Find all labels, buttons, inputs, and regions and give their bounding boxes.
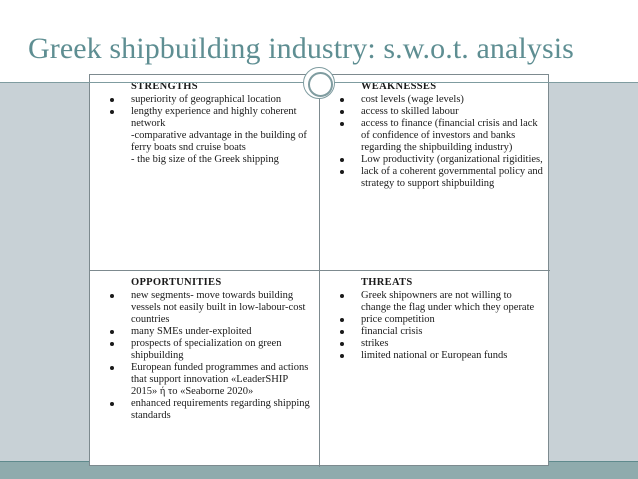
list-item-text: lengthy experience and highly coherent network (131, 106, 297, 129)
list-item-text: enhanced requirements regarding shipping standards (131, 398, 310, 421)
threats-quadrant (320, 271, 550, 467)
weaknesses-quadrant (320, 75, 550, 271)
list-item (96, 94, 313, 106)
bullet-icon (110, 402, 114, 406)
list-item (96, 338, 313, 362)
swot-table (89, 74, 549, 466)
opportunities-quadrant (90, 271, 320, 467)
bullet-icon (110, 342, 114, 346)
list-item (96, 398, 313, 422)
list-item (96, 362, 313, 398)
strengths-heading: STRENGTHS (131, 81, 198, 92)
list-item-text: many SMEs under-exploited (131, 326, 252, 337)
bullet-icon (340, 354, 344, 358)
bullet-icon (340, 98, 344, 102)
list-item-text: price competition (361, 314, 435, 325)
list-item (326, 166, 544, 190)
weaknesses-heading: WEAKNESSES (361, 81, 437, 92)
opportunities-list (96, 290, 313, 422)
list-item-text: Low productivity (organizational rigidities, (361, 154, 543, 165)
list-item (326, 94, 544, 106)
bullet-icon (110, 366, 114, 370)
list-item (96, 130, 313, 154)
list-item-text: prospects of specialization on green shipbuilding (131, 338, 282, 361)
bullet-icon (340, 318, 344, 322)
list-item-text: European funded programmes and actions that support innovation «LeaderSHIP 2015» ή το «Seaborne 2020» (131, 362, 309, 397)
bullet-icon (110, 330, 114, 334)
list-item-text: access to finance (financial crisis and lack of confidence of investors and banks regarding the shipbuilding industry) (361, 118, 538, 153)
list-item-text: -comparative advantage in the building of ferry boats snd cruise boats (131, 130, 307, 153)
strengths-quadrant (90, 75, 320, 271)
list-item-text: limited national or European funds (361, 350, 508, 361)
list-item (96, 106, 313, 130)
threats-heading: THREATS (361, 277, 413, 288)
bullet-icon (340, 330, 344, 334)
list-item (326, 154, 544, 166)
bullet-icon (340, 158, 344, 162)
list-item (326, 350, 544, 362)
list-item (326, 118, 544, 154)
bullet-icon (340, 110, 344, 114)
list-item (326, 106, 544, 118)
bullet-icon (340, 342, 344, 346)
list-item (326, 338, 544, 350)
list-item-text: Greek shipowners are not willing to change the flag under which they operate (361, 290, 535, 313)
list-item (326, 326, 544, 338)
bullet-icon (110, 294, 114, 298)
list-item (96, 290, 313, 326)
list-item (96, 154, 313, 166)
list-item-text: superiority of geographical location (131, 94, 282, 105)
list-item-text: strikes (361, 338, 389, 349)
slide-title: Greek shipbuilding industry: s.w.o.t. analysis (28, 32, 574, 65)
list-item (326, 290, 544, 314)
list-item (96, 326, 313, 338)
strengths-list (96, 94, 313, 166)
list-item-text: - the big size of the Greek shipping (131, 154, 279, 165)
list-item-text: financial crisis (361, 326, 423, 337)
list-item (326, 314, 544, 326)
bullet-icon (340, 294, 344, 298)
bullet-icon (340, 122, 344, 126)
list-item-text: cost levels (wage levels) (361, 94, 464, 105)
list-item-text: lack of a coherent governmental policy and strategy to support shipbuilding (361, 166, 543, 189)
weaknesses-list (326, 94, 544, 190)
threats-list (326, 290, 544, 362)
list-item-text: access to skilled labour (361, 106, 459, 117)
list-item-text: new segments- move towards building vessels not easily built in low-labour-cost countries (131, 290, 306, 325)
bullet-icon (110, 98, 114, 102)
opportunities-heading: OPPORTUNITIES (131, 277, 222, 288)
circle-ornament-icon (303, 67, 335, 99)
bullet-icon (340, 170, 344, 174)
bullet-icon (110, 110, 114, 114)
